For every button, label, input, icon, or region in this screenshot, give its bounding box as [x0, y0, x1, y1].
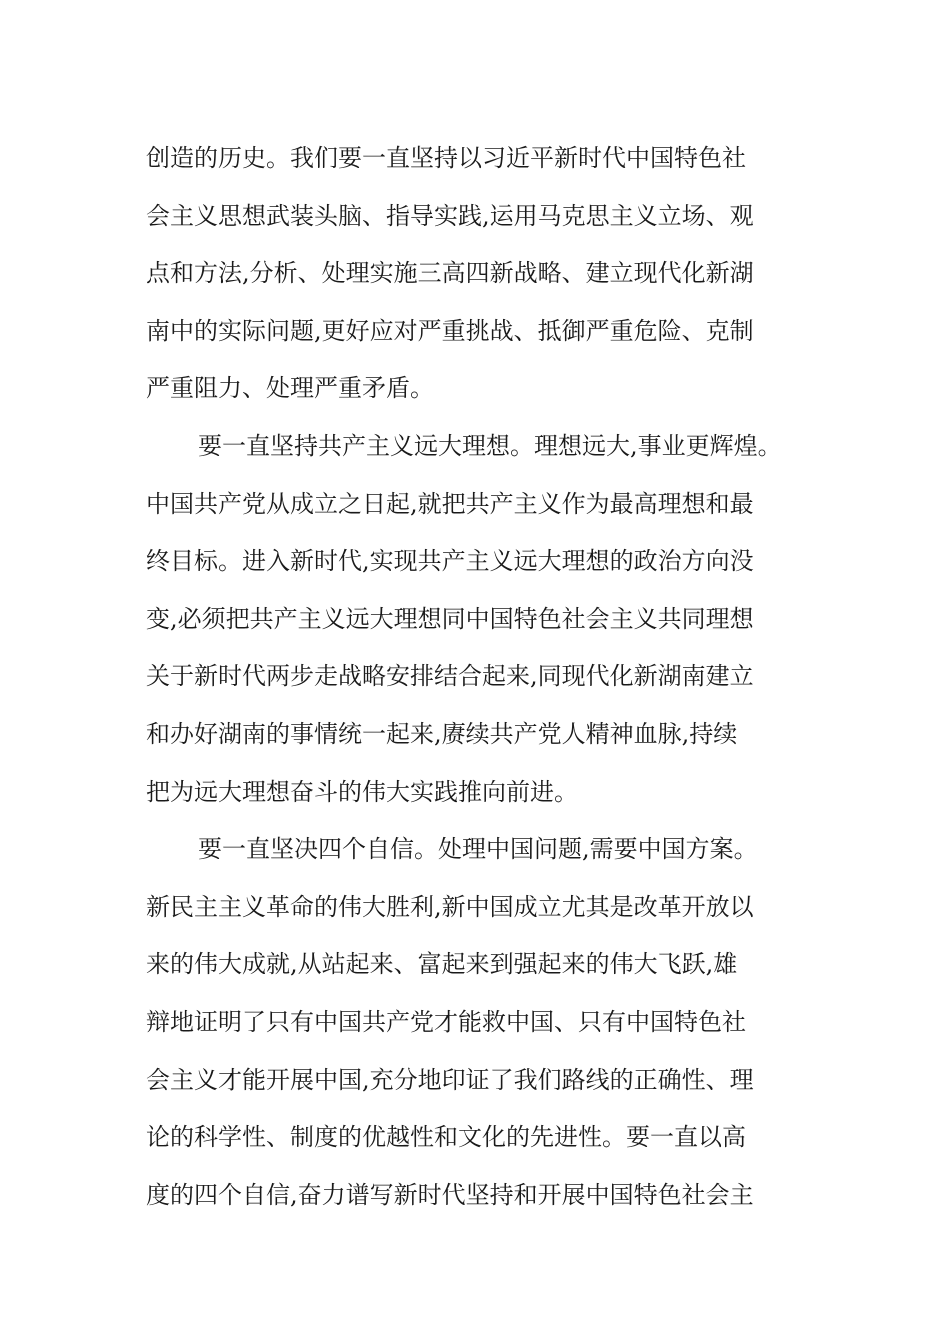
- text-line: 论的科学性、制度的优越性和文化的先进性。要一直以高: [146, 1123, 746, 1152]
- text-line: 严重阻力、处理严重矛盾。: [146, 374, 434, 403]
- text-line: 变,必须把共产主义远大理想同中国特色社会主义共同理想: [146, 604, 754, 633]
- text-line: 创造的历史。我们要一直坚持以习近平新时代中国特色社: [146, 144, 746, 172]
- text-line: 点和方法,分析、处理实施三高四新战略、建立现代化新湖: [146, 259, 754, 288]
- text-line: 和办好湖南的事情统一起来,赓续共产党人精神血脉,持续: [146, 719, 738, 748]
- text-line: 终目标。进入新时代,实现共产主义远大理想的政治方向没: [146, 547, 754, 576]
- text-line: 关于新时代两步走战略安排结合起来,同现代化新湖南建立: [146, 662, 754, 691]
- paragraph-first-line: 要一直坚持共产主义远大理想。理想远大,事业更辉煌。: [198, 431, 782, 460]
- body-text: [146, 130, 826, 1224]
- text-line: 新民主主义革命的伟大胜利,新中国成立尤其是改革开放以: [146, 892, 754, 921]
- paragraph-first-line: 要一直坚决四个自信。处理中国问题,需要中国方案。: [198, 835, 758, 864]
- text-line: 中国共产党从成立之日起,就把共产主义作为最高理想和最: [146, 489, 754, 518]
- text-line: 辩地证明了只有中国共产党才能救中国、只有中国特色社: [146, 1007, 746, 1036]
- text-line: 会主义才能开展中国,充分地印证了我们路线的正确性、理: [146, 1065, 754, 1094]
- text-line: 南中的实际问题,更好应对严重挑战、抵御严重危险、克制: [146, 316, 754, 345]
- text-line: 把为远大理想奋斗的伟大实践推向前进。: [146, 777, 578, 806]
- text-line: 来的伟大成就,从站起来、富起来到强起来的伟大飞跃,雄: [146, 950, 738, 979]
- text-line: 会主义思想武装头脑、指导实践,运用马克思主义立场、观: [146, 201, 754, 230]
- text-line: 度的四个自信,奋力谱写新时代坚持和开展中国特色社会主: [146, 1180, 754, 1209]
